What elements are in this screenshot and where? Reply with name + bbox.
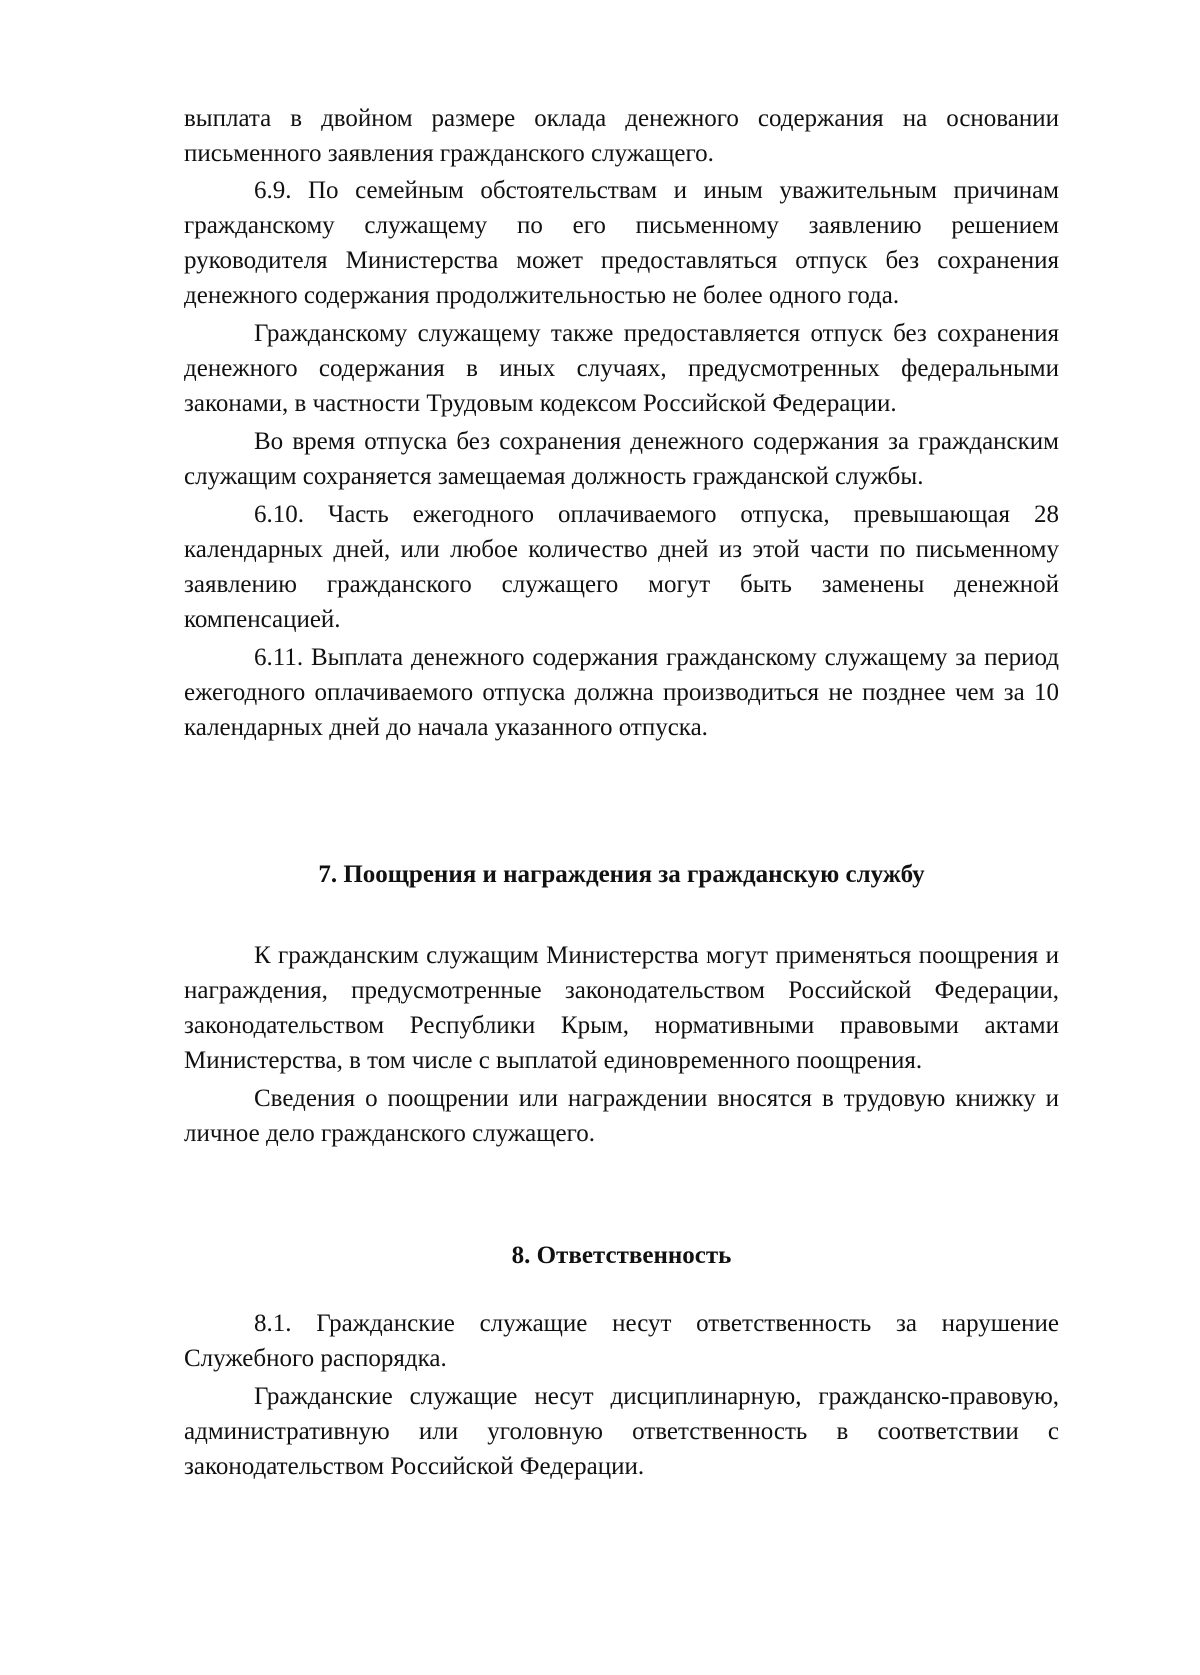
section-8-heading: 8. Ответственность bbox=[511, 1242, 732, 1269]
paragraph-unpaid-leave: Гражданскому служащему также предоставляется отпуск без сохранения денежного содержания в иных случаях, предусмотренных федеральными законами, в частности Трудовым кодексом Российской Федерации. bbox=[184, 320, 1059, 417]
paragraph-6-11: 6.11. Выплата денежного содержания гражданскому служащему за период ежегодного оплачиваемого отпуска должна производиться не позднее чем за 10 календарных дней до начала указанного отпуска. bbox=[184, 644, 1059, 741]
section-8-body bbox=[184, 1306, 1059, 1484]
section-7-body bbox=[184, 938, 1059, 1151]
paragraph-6-10: 6.10. Часть ежегодного оплачиваемого отпуска, превышающая 28 календарных дней, или любое количество дней из этой части по письменному заявлению гражданского служащего могут быть заменены денежной компенсацией. bbox=[184, 501, 1059, 633]
paragraph-position-retained: Во время отпуска без сохранения денежного содержания за гражданским служащим сохраняется замещаемая должность гражданской службы. bbox=[184, 428, 1059, 490]
paragraph-6-9: 6.9. По семейным обстоятельствам и иным уважительным причинам гражданскому служащему по его письменному заявлению решением руководителя Министерства может предоставляться отпуск без сохранения денежного содержания продолжительностью не более одного года. bbox=[184, 177, 1059, 309]
paragraph-rewards-record: Сведения о поощрении или награждении вносятся в трудовую книжку и личное дело гражданского служащего. bbox=[184, 1085, 1059, 1147]
paragraph-liability: Гражданские служащие несут дисциплинарную, гражданско-правовую, административную или уголовную ответственность в соответствии с законодательством Российской Федерации. bbox=[184, 1383, 1059, 1480]
section-7-heading: 7. Поощрения и награждения за гражданскую службу bbox=[318, 861, 925, 888]
paragraph-continuation: выплата в двойном размере оклада денежного содержания на основании письменного заявления гражданского служащего. bbox=[184, 105, 1059, 167]
top-text-block bbox=[184, 101, 1059, 745]
paragraph-8-1: 8.1. Гражданские служащие несут ответственность за нарушение Служебного распорядка. bbox=[184, 1310, 1059, 1372]
paragraph-rewards: К гражданским служащим Министерства могут применяться поощрения и награждения, предусмотренные законодательством Российской Федерации, законодательством Республики Крым, нормативными правовыми актами Министерства, в том числе с выплатой единовременного поощрения. bbox=[184, 942, 1059, 1074]
